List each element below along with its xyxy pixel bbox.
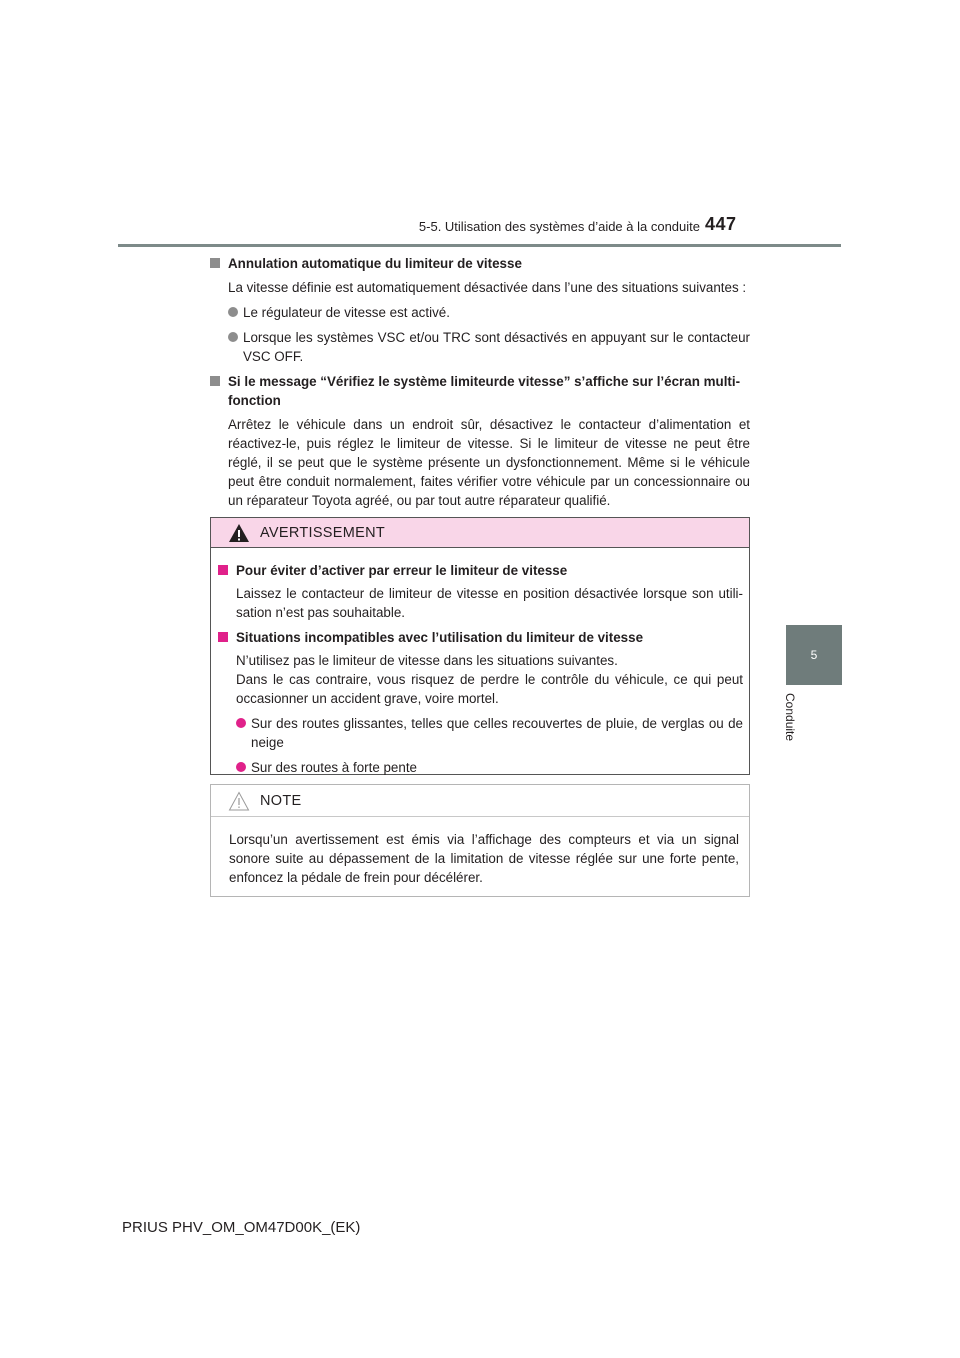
- chapter-number: 5: [810, 648, 818, 662]
- list-item: Sur des routes glissantes, telles que celles recouvertes de pluie, de verglas ou de neige: [236, 714, 743, 752]
- warning-header: [211, 518, 749, 548]
- section-heading: Annulation automatique du limiteur de vitesse: [210, 254, 750, 273]
- chapter-label-text: Conduite: [783, 693, 797, 742]
- circle-bullet-icon: [236, 718, 246, 728]
- section-paragraph: Arrêtez le véhicule dans un endroit sûr, désactivez le contacteur d’alimentation et réactivez-le, puis réglez le limiteur de vitesse. Si le limiteur de vitesse ne peut être réglé, il se peut que le système présente un dysfonctionnement. Même si le véhicule peut être conduit normalement, faites vérifier votre véhicule par un concessionnaire ou un réparateur Toyota agréé, ou par tout autre réparateur qualifié.: [228, 417, 750, 508]
- circle-bullet-icon: [236, 762, 246, 772]
- warning-triangle-icon: [228, 523, 250, 543]
- section-heading: Si le message “Vérifiez le système limiteurde vitesse” s’affiche sur l’écran multi-fonction: [210, 372, 750, 410]
- circle-bullet-icon: [228, 307, 238, 317]
- square-bullet-icon: [218, 632, 228, 642]
- warning-box: [210, 517, 750, 775]
- document-code: PRIUS PHV_OM_OM47D00K_(EK): [122, 1219, 361, 1236]
- list-item: Sur des routes à forte pente: [236, 758, 743, 777]
- note-title: NOTE: [260, 792, 302, 809]
- note-body: [211, 817, 749, 897]
- page-number: 447: [705, 214, 737, 234]
- note-header: [211, 785, 749, 817]
- warning-body: [211, 548, 749, 793]
- chapter-tab[interactable]: [786, 625, 842, 685]
- circle-bullet-icon: [228, 332, 238, 342]
- section-title: 5-5. Utilisation des systèmes d’aide à la conduite: [418, 219, 700, 234]
- chapter-label: [783, 693, 811, 753]
- list-item: Le régulateur de vitesse est activé.: [228, 303, 750, 322]
- warning-item-heading: Pour éviter d’activer par erreur le limiteur de vitesse: [218, 561, 743, 580]
- note-paragraph: Lorsqu’un avertissement est émis via l’affichage des compteurs et via un signal sonore suite au dépassement de la limitation de vitesse réglée sur une forte pente, enfoncez la pédale de frein pour décélérer.: [229, 832, 739, 885]
- square-bullet-icon: [210, 376, 220, 386]
- header-divider: [118, 244, 841, 247]
- section-paragraph: La vitesse définie est automatiquement désactivée dans l’une des situations suivantes :: [228, 280, 747, 295]
- square-bullet-icon: [218, 565, 228, 575]
- caution-triangle-icon: [228, 791, 250, 811]
- warning-item-heading: Situations incompatibles avec l’utilisation du limiteur de vitesse: [218, 628, 743, 647]
- warning-paragraph: Dans le cas contraire, vous risquez de perdre le contrôle du véhicule, ce qui peut occasionner un accident grave, voire mortel.: [236, 672, 743, 706]
- note-box: [210, 784, 750, 897]
- square-bullet-icon: [210, 258, 220, 268]
- warning-paragraph: Laissez le contacteur de limiteur de vitesse en position désactivée lorsque son utili-sation n’est pas souhaitable.: [236, 586, 743, 620]
- list-item: Lorsque les systèmes VSC et/ou TRC sont désactivés en appuyant sur le contacteur VSC OFF.: [228, 328, 750, 366]
- warning-title: AVERTISSEMENT: [260, 524, 386, 541]
- warning-paragraph: N’utilisez pas le limiteur de vitesse dans les situations suivantes.: [236, 653, 618, 668]
- main-content: [210, 254, 750, 516]
